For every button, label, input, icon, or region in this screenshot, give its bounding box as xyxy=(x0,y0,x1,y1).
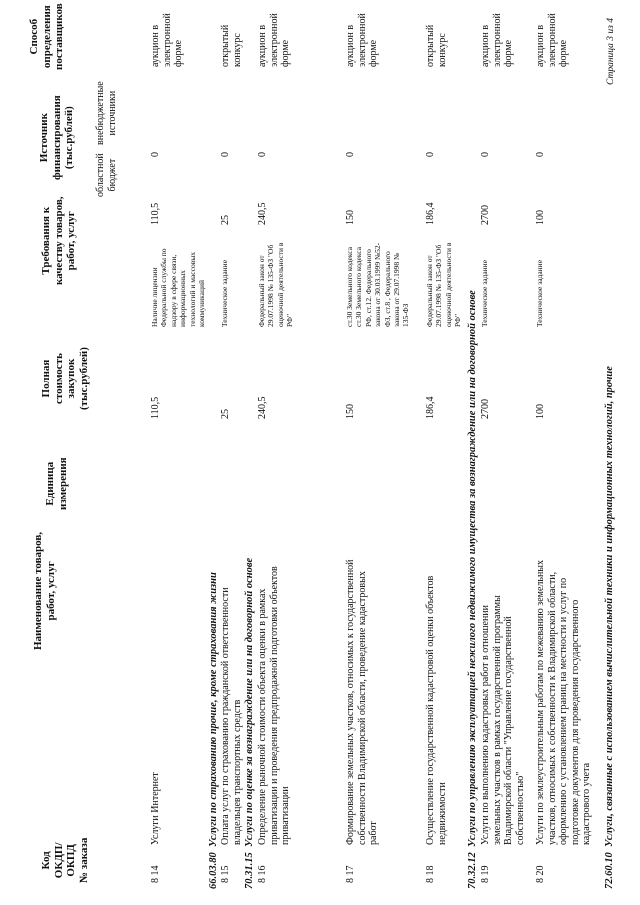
row-extra: 0 xyxy=(480,152,491,157)
header-name: Наименование товаров, работ, услуг xyxy=(32,531,57,650)
row-cost: 110,5 xyxy=(150,396,161,419)
row-extra: 0 xyxy=(150,152,161,157)
row-extra: 0 xyxy=(425,152,436,157)
row-name: Оплата услуг по страхованию гражданской ответственности владельцев транспортных средств xyxy=(220,587,243,845)
row-name: Услуги по землеустроительным работам по межеванию земельных участков, относимых к собственности к Владимирской области, оформлению с установлением границ на местности и услуг по подготовке документов для проведения государственного кадастрового учета xyxy=(535,559,592,845)
page-number: Страница 3 из 4 xyxy=(606,18,616,85)
row-budget: 110,5 xyxy=(150,202,161,225)
row-method: аукцион в электронной форме xyxy=(257,13,291,67)
row-method: открытый конкурс xyxy=(425,24,448,67)
row-requirements: Техническое задание xyxy=(535,259,544,327)
section-heading: 70.32.12 Услуги по управлению эксплуатацией нежилого недвижимого имущества за вознаграждение или на договорной основе xyxy=(467,290,478,889)
row-budget: 2700 xyxy=(480,205,491,225)
header-cost: Полная стоимость закупок (тыс.рублей) xyxy=(40,347,90,410)
row-budget: 150 xyxy=(345,210,356,225)
header-unit: Единица измерения xyxy=(44,457,69,510)
row-extra: 0 xyxy=(220,152,231,157)
header-source: Источник финансирования (тыс.рублей) xyxy=(38,95,76,180)
row-extra: 0 xyxy=(257,152,268,157)
row-extra: 0 xyxy=(535,152,546,157)
row-num: 8 18 xyxy=(425,865,436,883)
row-name: Определение рыночной стоимости объекта оценки в рамках приватизации и проведения предпродажной подготовки объектов приватизации xyxy=(257,566,291,845)
row-name: Осуществление государственной кадастровой оценки объектов недвижимости xyxy=(425,575,448,845)
row-name: Формирование земельных участков, относимых к государственной собственности Владимирской области, проведение кадастровых работ xyxy=(345,559,379,845)
section-heading: 70.31.15 Услуги по оценке за вознаграждение или на договорной основе xyxy=(244,557,255,889)
row-budget: 25 xyxy=(220,215,231,225)
row-num: 8 20 xyxy=(535,865,546,883)
header-code: Код ОКДП/ ОКПД № заказа xyxy=(40,837,90,883)
row-name: Услуги Интернет xyxy=(150,772,161,845)
row-requirements: Техническое задание xyxy=(480,259,489,327)
row-requirements: Федеральный закон от 29.07.1998 № 135-ФЗ "Об оценочной деятельности в РФ" xyxy=(425,242,463,327)
row-method: аукцион в электронной форме xyxy=(480,13,514,67)
row-extra: 0 xyxy=(345,152,356,157)
row-num: 8 19 xyxy=(480,865,491,883)
row-requirements: ст.30 Земельного кодекса ст.30 Земельного кодекса РФ, ст.12. Федерального закона от 30.03.1999 №52- ФЗ, ст.8 , Федерального закона от 29.07.1998 № 135-ФЗ xyxy=(345,242,411,327)
section-heading: 72.60.10 Услуги, связанные с использованием вычислительной техники и информационных технологий, прочие xyxy=(604,366,615,889)
header-source-budget: областной бюджет xyxy=(95,153,118,197)
row-method: аукцион в электронной форме xyxy=(150,13,184,67)
row-method: аукцион в электронной форме xyxy=(535,13,569,67)
row-num: 8 17 xyxy=(345,865,356,883)
row-cost: 150 xyxy=(345,404,356,419)
row-num: 8 15 xyxy=(220,865,231,883)
row-requirements: Наличие лицензии Федеральной службы по надзору в сфере связи, информационных технологий и массовых коммуникаций xyxy=(150,248,206,327)
row-cost: 25 xyxy=(220,409,231,419)
header-source-extra: внебюджетные источники xyxy=(95,81,118,145)
header-requirements: Требования к качеству товаров, работ, услуг xyxy=(40,196,78,285)
row-requirements: Техническое задание xyxy=(220,259,229,327)
row-cost: 240,5 xyxy=(257,396,268,419)
row-cost: 100 xyxy=(535,404,546,419)
row-requirements: Федеральный закон от 29.07.1998 № 135-ФЗ "Об оценочной деятельности в РФ" xyxy=(257,242,295,327)
row-num: 8 14 xyxy=(150,865,161,883)
row-method: открытый конкурс xyxy=(220,24,243,67)
header-method: Способ определения поставщиков xyxy=(28,3,66,70)
row-cost: 186,4 xyxy=(425,396,436,419)
row-budget: 100 xyxy=(535,210,546,225)
row-budget: 240,5 xyxy=(257,202,268,225)
row-num: 8 16 xyxy=(257,865,268,883)
row-name: Услуги по выполнению кадастровых работ в отношении земельных участков в рамках государственной программы Владимирской области "Управление государственной собственностью" xyxy=(480,595,526,845)
row-cost: 2700 xyxy=(480,399,491,419)
row-method: аукцион в электронной форме xyxy=(345,13,379,67)
section-heading: 66.03.80 Услуги по страхованию прочие, кроме страхования жизни xyxy=(208,572,219,889)
row-budget: 186,4 xyxy=(425,202,436,225)
